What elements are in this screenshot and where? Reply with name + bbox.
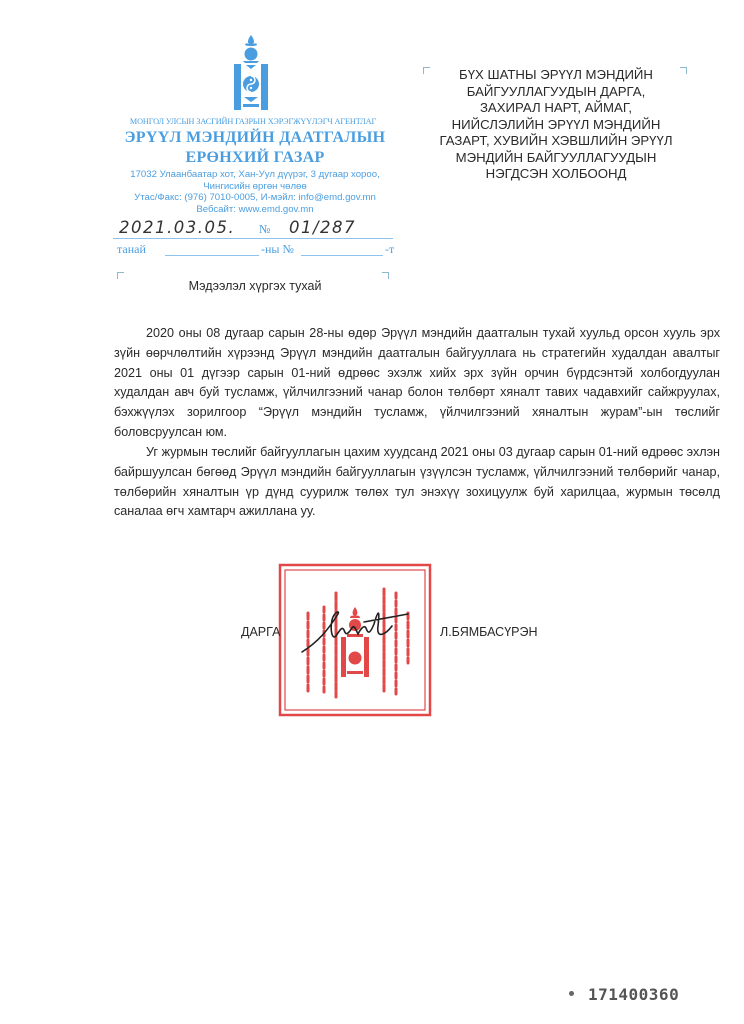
serial-bullet [569, 991, 574, 996]
your-number-line [301, 255, 383, 256]
your-date-line [165, 255, 259, 256]
number-label: № [259, 222, 271, 236]
date-underline [113, 238, 393, 239]
corner-mark [680, 67, 687, 74]
reference-suffix: -т [385, 242, 395, 256]
letter-subject: Мэдээлэл хүргэх тухай [188, 279, 322, 293]
contact-line: Утас/Факс: (976) 7010-0005, И-мэйл: info@emd.gov.mn [134, 192, 376, 203]
organization-name [100, 128, 410, 168]
organization-name-line2: ЕРӨНХИЙ ГАЗАР [185, 149, 325, 166]
signatory-title: ДАРГА [241, 625, 281, 639]
organization-address [100, 169, 410, 215]
handwritten-signature [300, 600, 410, 660]
corner-mark [423, 67, 430, 74]
reference-row [113, 240, 393, 260]
serial-number: 171400360 [588, 985, 680, 1004]
letter-date: 2021.03.05. [119, 218, 236, 237]
your-number-label: -ны № [261, 242, 294, 256]
your-label: танай [117, 242, 146, 256]
body-paragraph: Уг журмын төслийг байгууллагын цахим хуудсанд 2021 оны 03 дугаар сарын 01-ний өдрөөс эхлэн байршуулсан бөгөөд Эрүүл мэндийн байгууллагын үзүүлсэн тусламж, үйлчилгээний төлбөрийг чанар, төлбөрийн хяналтын үр дүнд суурилж төлөх тул энэхүү зохицуулж буй харилцаа, журмын төсөлд саналаа өгч хамтарч ажиллана уу. [114, 445, 720, 519]
address-line2: Чингисийн өргөн чөлөө [203, 180, 307, 192]
soyombo-emblem-icon [224, 34, 278, 114]
letter-number: 01/287 [289, 218, 357, 237]
signatory-name: Л.БЯМБАСҮРЭН [440, 625, 538, 639]
organization-name-line1: ЭРҮҮЛ МЭНДИЙН ДААТГАЛЫН [124, 129, 386, 146]
agency-line: МОНГОЛ УЛСЫН ЗАСГИЙН ГАЗРЫН ХЭРЭГЖҮҮЛЭГЧ АГЕНТЛАГ [129, 117, 377, 126]
date-number-row [113, 218, 393, 240]
website-line: Вебсайт: www.emd.gov.mn [196, 203, 314, 215]
corner-mark [117, 272, 124, 279]
body-paragraph: 2020 оны 08 дугаар сарын 28-ны өдөр Эрүүл мэндийн даатгалын тухай хуульд орсон хууль эрх зүйн өөрчлөлтийн хүрээнд Эрүүл мэндийн даатгалын байгууллага нь стратегийн худалдан авалтыг 2021 оны 01 дүгээр сарын 01-ний өдрөөс эхэлж хийх эрх зүйн орчин бүрдсэнтэй холбогдуулан худалдан авч буй тусламж, үйлчилгээний чанар болон төлбөрт хяналт тавих чадавхийг сайжруулах, бэхжүүлэх зорилгоор “Эрүүл мэндийн тусламж, үйлчилгээний хяналтын журам”-ын төслийг боловсруулсан юм. [114, 326, 720, 439]
addressee-block: БҮХ ШАТНЫ ЭРҮҮЛ МЭНДИЙН БАЙГУУЛЛАГУУДЫН ДАРГА, ЗАХИРАЛ НАРТ, АЙМАГ, НИЙСЛЭЛИЙН ЭРҮҮЛ МЭНДИЙН ГАЗАРТ, ХУВИЙН ХЭВШЛИЙН ЭРҮҮЛ МЭНДИЙН БАЙГУУЛЛАГУУДЫН НЭГДСЭН ХОЛБООНД [439, 67, 673, 181]
address-line1: 17032 Улаанбаатар хот, Хан-Уул дүүрэг, 3 дугаар хороо, [130, 169, 380, 180]
corner-mark [382, 272, 389, 279]
